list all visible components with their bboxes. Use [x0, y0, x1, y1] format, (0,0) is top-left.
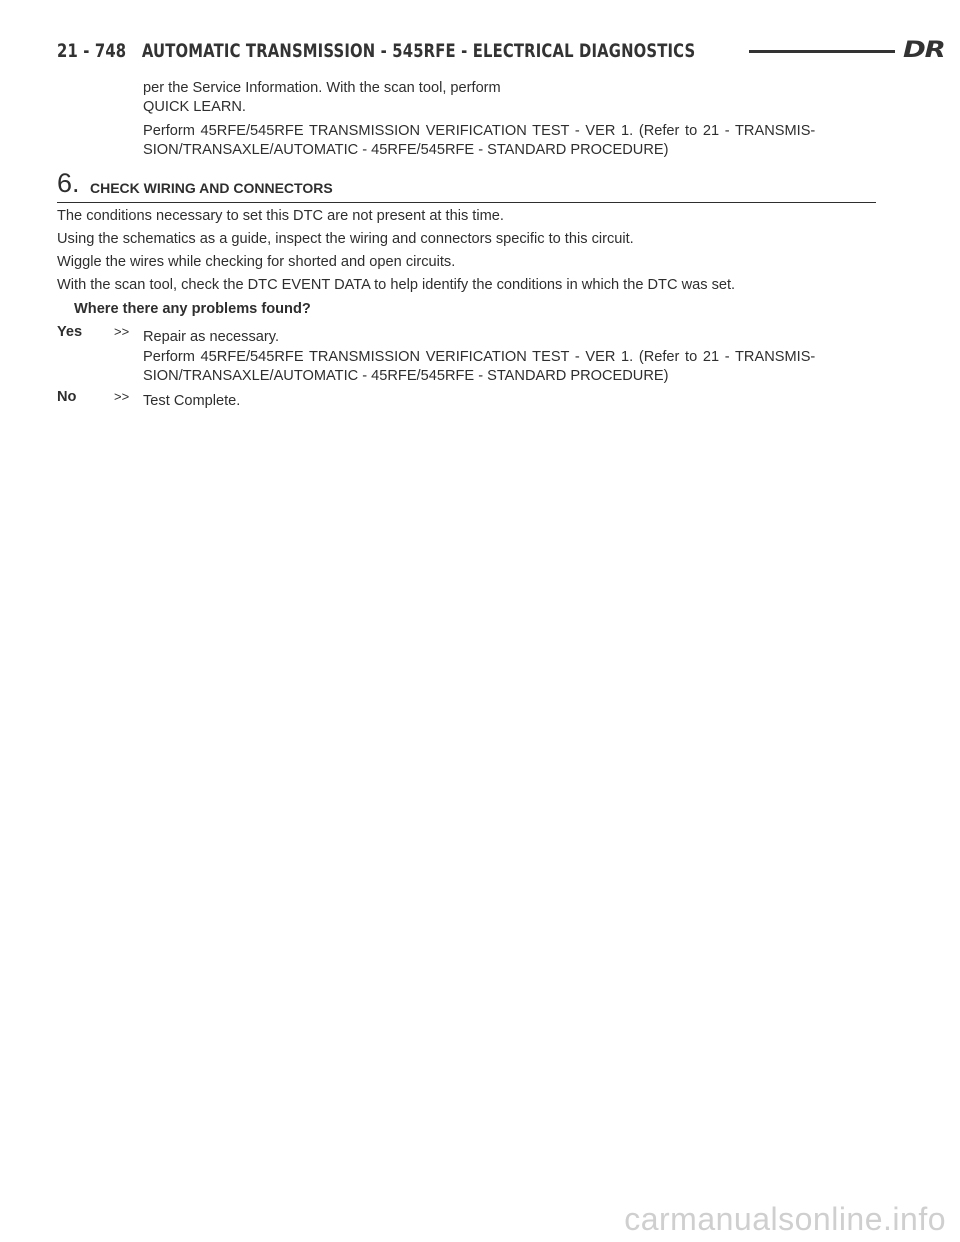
answer-no-label: No: [57, 389, 77, 405]
intro-line-2: QUICK LEARN.: [143, 99, 246, 115]
page-header: [57, 36, 945, 66]
step-body-line-1: The conditions necessary to set this DTC are not present at this time.: [57, 208, 504, 224]
watermark: carmanualsonline.info: [624, 1201, 946, 1237]
step-body-line-4: With the scan tool, check the DTC EVENT DATA to help identify the conditions in which the DTC was set.: [57, 277, 736, 293]
step-body-line-2: Using the schematics as a guide, inspect the wiring and connectors specific to this circuit.: [57, 231, 634, 247]
answer-yes-line-3: SION/TRANSAXLE/AUTOMATIC - 45RFE/545RFE - STANDARD PROCEDURE): [143, 368, 669, 384]
step-body-line-3: Wiggle the wires while checking for shorted and open circuits.: [57, 254, 456, 270]
header-rule: [749, 50, 895, 53]
intro-line-3: Perform 45RFE/545RFE TRANSMISSION VERIFICATION TEST - VER 1. (Refer to 21 - TRANSMIS-: [143, 123, 816, 139]
answer-yes-arrow: >>: [114, 324, 130, 339]
answer-yes-label: Yes: [57, 324, 83, 340]
step-question: Where there any problems found?: [74, 301, 311, 317]
answer-yes-line-2: Perform 45RFE/545RFE TRANSMISSION VERIFICATION TEST - VER 1. (Refer to 21 - TRANSMIS-: [143, 349, 816, 365]
answer-no-line-1: Test Complete.: [143, 393, 241, 409]
answer-yes-line-1: Repair as necessary.: [143, 329, 279, 345]
step-number: 6.: [57, 168, 80, 198]
page-ref: 21 - 748: [57, 40, 127, 62]
header-title: AUTOMATIC TRANSMISSION - 545RFE - ELECTRICAL DIAGNOSTICS: [141, 40, 696, 62]
step-header: [57, 168, 876, 203]
intro-line-4: SION/TRANSAXLE/AUTOMATIC - 45RFE/545RFE - STANDARD PROCEDURE): [143, 142, 669, 158]
intro-line-1: per the Service Information. With the scan tool, perform: [143, 80, 501, 96]
header-text: [57, 40, 696, 62]
step-title: CHECK WIRING AND CONNECTORS: [90, 180, 333, 196]
dr-logo: DR: [903, 38, 945, 63]
answer-no-arrow: >>: [114, 389, 130, 404]
